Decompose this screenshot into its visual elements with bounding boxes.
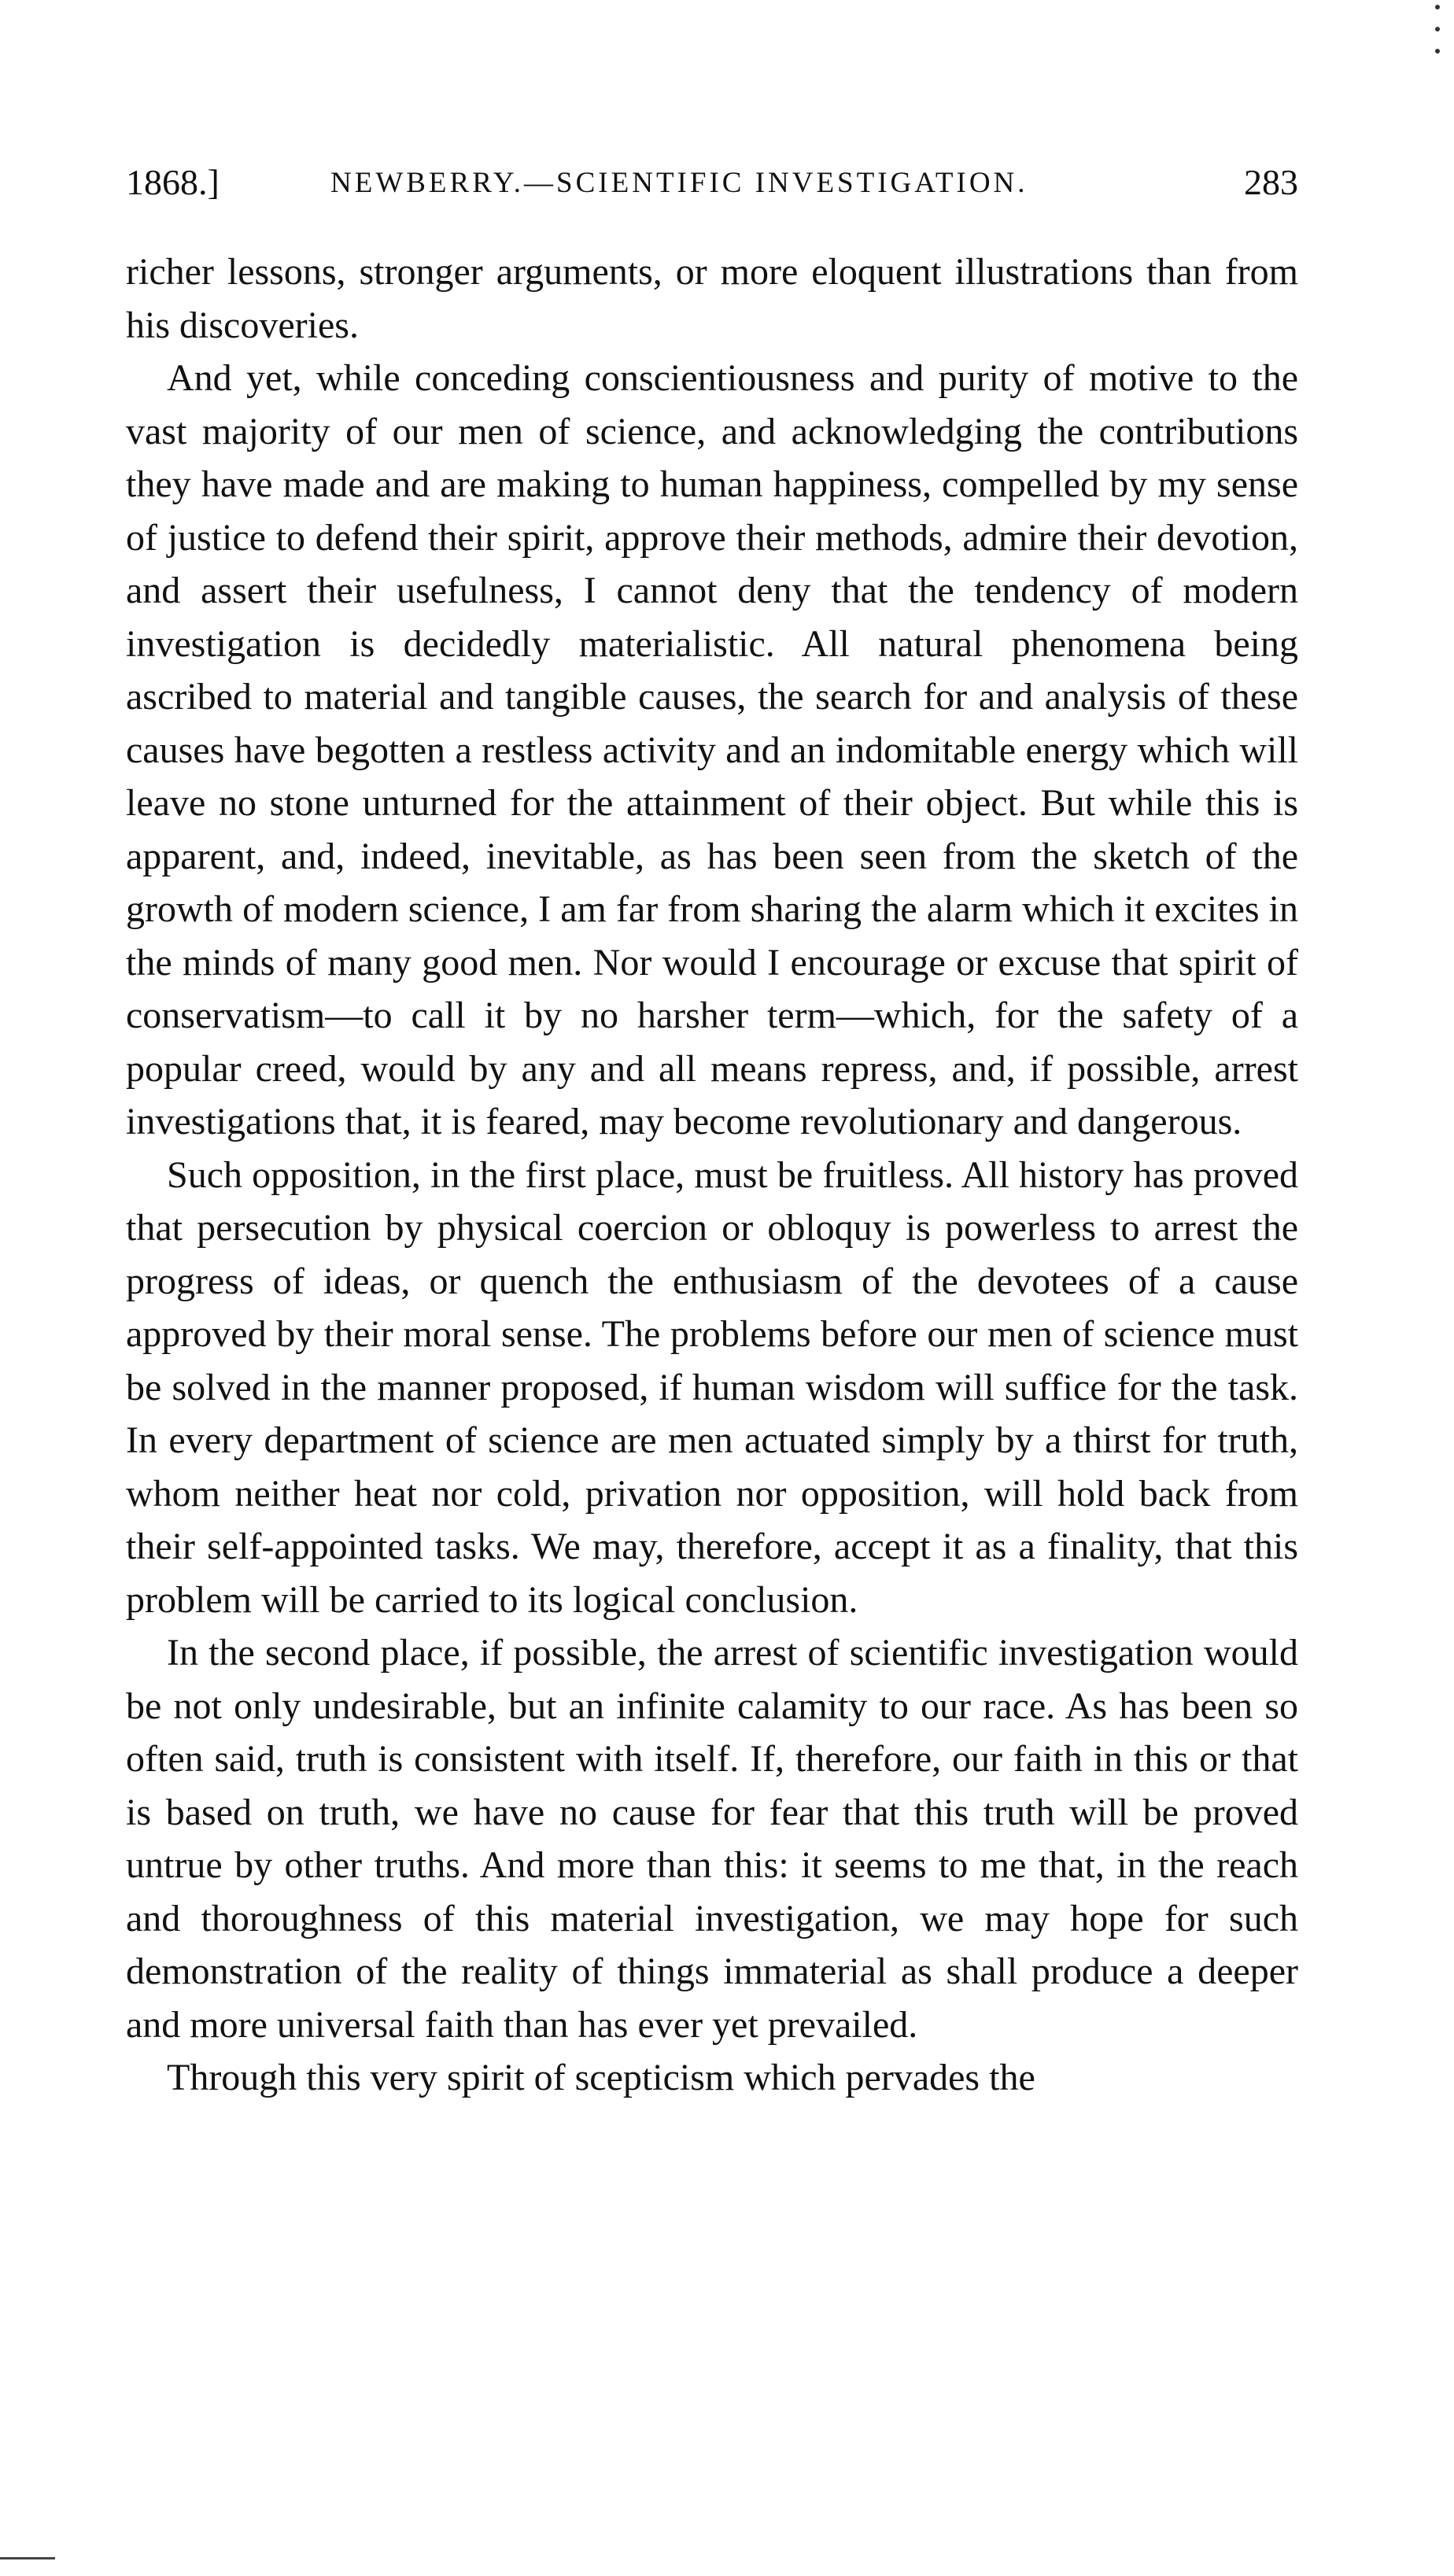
header-year: 1868.] — [126, 162, 220, 202]
body-text — [126, 245, 1298, 2105]
paragraph-5: Through this very spirit of scepticism which pervades the — [167, 2057, 1035, 2098]
scan-edge-rule — [0, 2557, 55, 2559]
edge-dots — [1435, 5, 1441, 60]
paragraph-2: And yet, while conceding conscientiousness and purity of motive to the vast majority of our men of science, and acknowledging the contributions they have made and are making to human happiness, compelled by my sense of justice to defend their spirit, approve their methods, admire their devotion, and assert their usefulness, I cannot deny that the tendency of modern investigation is decidedly materialistic. All natural phenomena being ascribed to material and tangible causes, the search for and analysis of these causes have begotten a restless activity and an indomitable energy which will leave no stone unturned for the attainment of their object. But while this is apparent, and, indeed, inevitable, as has been seen from the sketch of the growth of modern science, I am far from sharing the alarm which it excites in the minds of many good men. Nor would I encourage or excuse that spirit of conservatism—to call it by no harsher term—which, for the safety of a popular creed, would by any and all means repress, and, if possible, arrest investigations that, it is feared, may become revolutionary and dangerous. — [126, 357, 1298, 1142]
page-number: 283 — [1244, 162, 1298, 202]
header-running-title: NEWBERRY.—SCIENTIFIC INVESTIGATION. — [330, 167, 1028, 199]
running-header — [126, 161, 1298, 216]
paragraph-4: In the second place, if possible, the arrest of scientific investigation would be not only undesirable, but an infinite calamity to our race. As has been so often said, truth is consistent with itself. If, therefore, our faith in this or that is based on truth, we have no cause for fear that this truth will be proved untrue by other truths. And more than this: it seems to me that, in the reach and thoroughness of this material investigation, we may hope for such demonstration of the reality of things immaterial as shall produce a deeper and more universal faith than has ever yet prevailed. — [126, 1632, 1298, 2046]
paragraph-3: Such opposition, in the first place, must be fruitless. All history has proved that persecution by physical coercion or obloquy is powerless to arrest the progress of ideas, or quench the enthusiasm of the devotees of a cause approved by their moral sense. The problems before our men of science must be solved in the manner proposed, if human wisdom will suffice for the task. In every department of science are men actuated simply by a thirst for truth, whom neither heat nor cold, privation nor opposition, will hold back from their self-appointed tasks. We may, therefore, accept it as a finality, that this problem will be carried to its logical conclusion. — [126, 1153, 1298, 1621]
paragraph-1: richer lessons, stronger arguments, or more eloquent illustrations than from his discoveries. — [126, 251, 1298, 346]
